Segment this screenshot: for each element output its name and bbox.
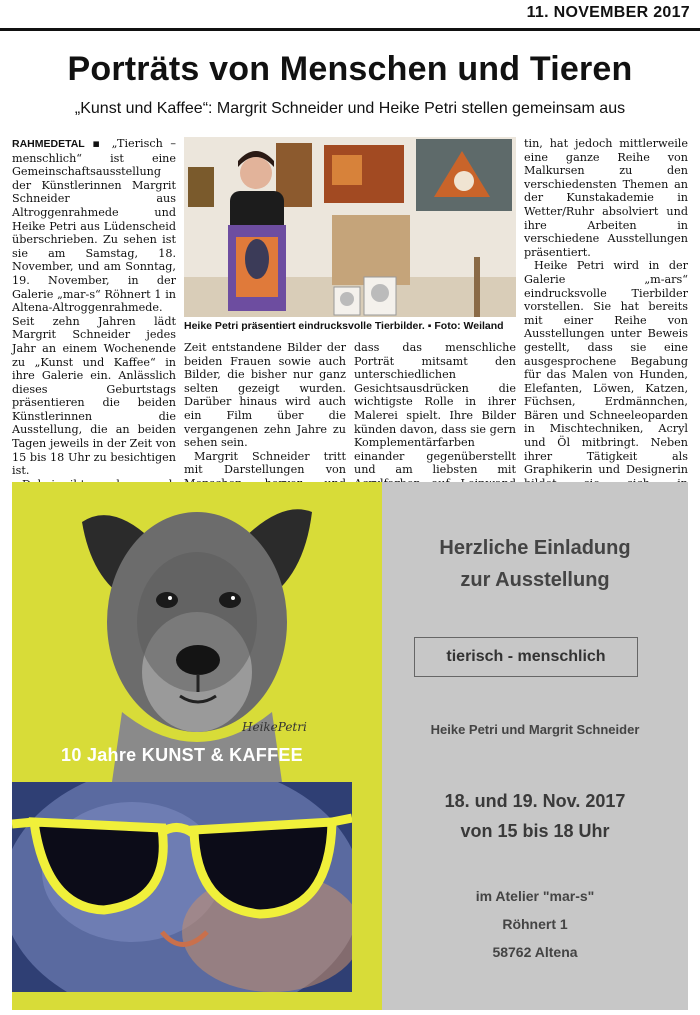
photo-caption: Heike Petri präsentiert eindrucksvolle Tierbilder. ▪ Foto: Weiland [184,320,504,332]
dateline: RAHMEDETAL [12,138,85,150]
header-rule [0,28,700,31]
article-photo [184,137,516,317]
invitation-line-1: Herzliche Einladung [439,537,631,559]
column-1-paragraph-1 [12,137,176,478]
poster-address [382,882,688,966]
poster-dates [382,786,688,846]
column-1-text-1: ▪ „Tierisch – menschlich“ ist eine Gemeinschaftsausstellung der Künstlerinnen Margrit Schneider aus Altroggenrahmede und Heike Petri aus Lüdenscheid überschrieben. Zu sehen ist sie am Samstag, 18. November, und am Sonntag, 19. November, in der Galerie „mar-s“ Röhnert 1 in Altena-Altroggenrahmede. Seit zehn Jahren lädt Margrit Schneider jedes Jahr an einem Wochenende zu „Kunst und Kaffee“ in ihre Galerie ein. Anlässlich dieses Geburtstags präsentieren die beiden Künstlerinnen die Ausstellung, die an beiden Tagen jeweils in der Zeit von 15 bis 18 Uhr zu besichtigen ist. [12,137,177,478]
dog-portrait-panel [12,482,352,782]
poster-bottom-strip [12,992,352,1010]
article-column-2 [184,341,346,504]
article-column-1 [12,137,176,532]
column-3-paragraph-1: dass das menschliche Porträt mitsamt den unterschiedlichen Gesichtsausdrücken die wichtigste Rolle in ihrer Malerei spielt. Ihre Bilder künden davon, dass sie gern Komplementärfarben einander gegenüberstellt und am liebsten mit [354,341,516,477]
poster-dates-line-2: von 15 bis 18 Uhr [460,821,610,841]
poster-dates-line-1: 18. und 19. Nov. 2017 [444,791,626,811]
anniversary-banner: 10 Jahre KUNST & KAFFEE [61,745,303,765]
column-2-paragraph-2: Margrit Schneider tritt mit Darstellungen von [184,449,346,477]
poster-yellow-strip [352,482,382,1010]
article-column-3 [354,341,516,504]
invitation-heading [382,532,688,596]
column-2-paragraph-1: Zeit entstandene Bilder der beiden Frauen sowie auch Bilder, die bisher nur ganz selten gezeigt wurden. Darüber hinaus wird auch ein Film über die vergangenen zehn Jahre zu sehen sein. [184,341,346,450]
artist-signature: HeikePetri [242,720,307,734]
column-4-paragraph-2: Heike Petri wird in der Galerie „m-ars“ eindrucksvolle Tierbilder vorstellen. Sie hat bereits mit einer Reihe von Ausstellungen unter Beweis gestellt, dass sie eine ausgesprochene Begabung für das Malen von Hunden, Elefanten, Löwen, Katzen, Füchsen, Erdmännchen, Bären und Schneeleoparden in Mischtechniken, Acryl und Öl mitbringt. Neben ihrer Tätigkeit als Graphikerin und Designerin [524,259,688,477]
poster-address-line-2: Röhnert 1 [502,916,568,932]
dog-portrait-illustration [12,482,352,782]
poster-address-line-3: 58762 Altena [492,944,578,960]
artist-photo-illustration [184,137,516,317]
article-column-4 [524,137,688,531]
column-4-paragraph-1: tin, hat jedoch mittlerweile eine ganze Reihe von Malkursen zu den verschiedensten Themen an der Kunstakademie in Wetter/Ruhr absolviert und ihre Arbeiten in verschiedene Ausstellungen präsentiert. [524,137,688,259]
invitation-line-2: zur Ausstellung [460,569,610,591]
portrait-sunglasses-panel [12,782,352,992]
date-header: 11. NOVEMBER 2017 [526,4,690,21]
sunglasses-portrait-illustration [12,782,352,992]
poster-artists: Heike Petri und Margrit Schneider [430,722,640,737]
subheadline: „Kunst und Kaffee“: Margrit Schneider und Heike Petri stellen gemeinsam aus [74,100,626,117]
exhibition-title-box: tierisch - menschlich [414,637,638,677]
poster-address-line-1: im Atelier "mar-s" [475,888,595,904]
headline: Porträts von Menschen und Tieren [67,50,633,88]
